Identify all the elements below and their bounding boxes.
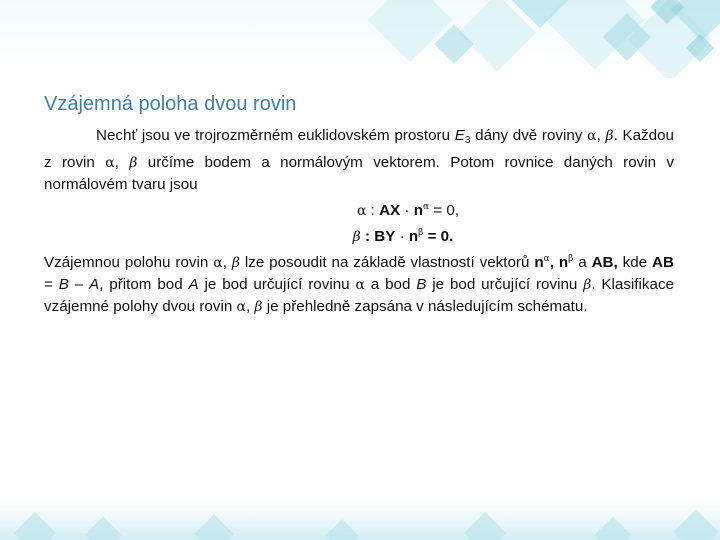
bottom-shapes xyxy=(0,500,720,540)
beta-symbol: β xyxy=(605,128,614,144)
alpha-superscript: α xyxy=(422,202,430,212)
top-shapes xyxy=(0,0,720,78)
text: , xyxy=(245,298,255,315)
deco-square xyxy=(464,512,506,540)
deco-square xyxy=(673,509,718,540)
dot-operator: · xyxy=(395,228,409,245)
equation-beta xyxy=(44,222,674,248)
deco-square xyxy=(194,514,234,540)
deco-square xyxy=(325,519,359,540)
dot-operator: · xyxy=(400,202,414,219)
text: , xyxy=(549,254,559,271)
text: : xyxy=(366,202,380,219)
text: určíme bodem a normálovým vektorem. Potom rovnice daných rovin v normálovém tvaru jsou xyxy=(44,154,675,193)
normal-vector: n xyxy=(413,202,423,219)
text: – xyxy=(68,276,90,293)
beta-symbol: β xyxy=(352,229,361,245)
alpha-symbol: α xyxy=(587,128,597,144)
alpha-superscript: α xyxy=(543,254,550,264)
text: je přehledně zapsána v následujícím schématu. xyxy=(262,298,588,315)
text: , xyxy=(222,254,232,271)
text: lze posoudit na základě vlastností vektorů xyxy=(239,254,535,271)
top-decoration xyxy=(0,0,720,78)
normal-vector: n xyxy=(558,254,569,271)
beta-symbol: β xyxy=(254,299,263,315)
text: = 0, xyxy=(429,202,460,219)
text: . Klasifikace vzájemné polohy dvou rovin xyxy=(44,276,674,315)
text: . Každou z rovin xyxy=(44,127,674,171)
equation-alpha xyxy=(44,196,674,222)
point-a: A xyxy=(188,276,199,293)
text: = 0. xyxy=(423,228,454,245)
alpha-symbol: α xyxy=(356,203,367,219)
beta-superscript: β xyxy=(418,228,424,238)
text: a xyxy=(573,254,592,271)
text: , xyxy=(114,154,130,171)
text: dány dvě roviny xyxy=(470,127,588,144)
classification-paragraph xyxy=(44,248,674,318)
point-b: B xyxy=(58,276,69,293)
bottom-decoration xyxy=(0,500,720,540)
normal-vector: n xyxy=(534,254,544,271)
space-dimension: 3 xyxy=(464,135,471,146)
space-symbol: E xyxy=(454,127,465,144)
text: a bod xyxy=(364,276,417,293)
text: , přitom bod xyxy=(99,276,189,293)
alpha-symbol: α xyxy=(355,277,365,293)
alpha-symbol: α xyxy=(105,155,115,171)
text: je bod určující rovinu xyxy=(426,276,584,293)
deco-square xyxy=(14,512,56,540)
text: , xyxy=(596,127,606,144)
text: Vzájemnou polohu rovin xyxy=(44,254,214,271)
slide-title: Vzájemná poloha dvou rovin xyxy=(44,93,297,115)
normal-vector: n xyxy=(408,228,419,245)
text: = xyxy=(44,276,59,293)
intro-paragraph xyxy=(44,125,674,196)
vector-ax: AX xyxy=(379,202,401,219)
deco-square xyxy=(85,517,122,540)
alpha-symbol: α xyxy=(213,255,223,271)
text: kde xyxy=(617,254,653,271)
text: : xyxy=(360,228,375,245)
vector-ab: AB xyxy=(652,254,674,271)
text: Nechť jsou ve trojrozměrném euklidovském prostoru xyxy=(96,127,455,144)
point-b: B xyxy=(416,276,427,293)
vector-by: BY xyxy=(374,228,396,245)
beta-symbol: β xyxy=(231,255,240,271)
deco-square xyxy=(368,0,453,62)
deco-square xyxy=(595,517,632,540)
vector-ab: AB, xyxy=(591,254,618,271)
slide-body xyxy=(44,125,674,318)
alpha-symbol: α xyxy=(236,299,246,315)
beta-symbol: β xyxy=(129,155,138,171)
text: je bod určující rovinu xyxy=(198,276,356,293)
beta-superscript: β xyxy=(568,254,574,264)
beta-symbol: β xyxy=(583,277,592,293)
point-a: A xyxy=(89,276,100,293)
